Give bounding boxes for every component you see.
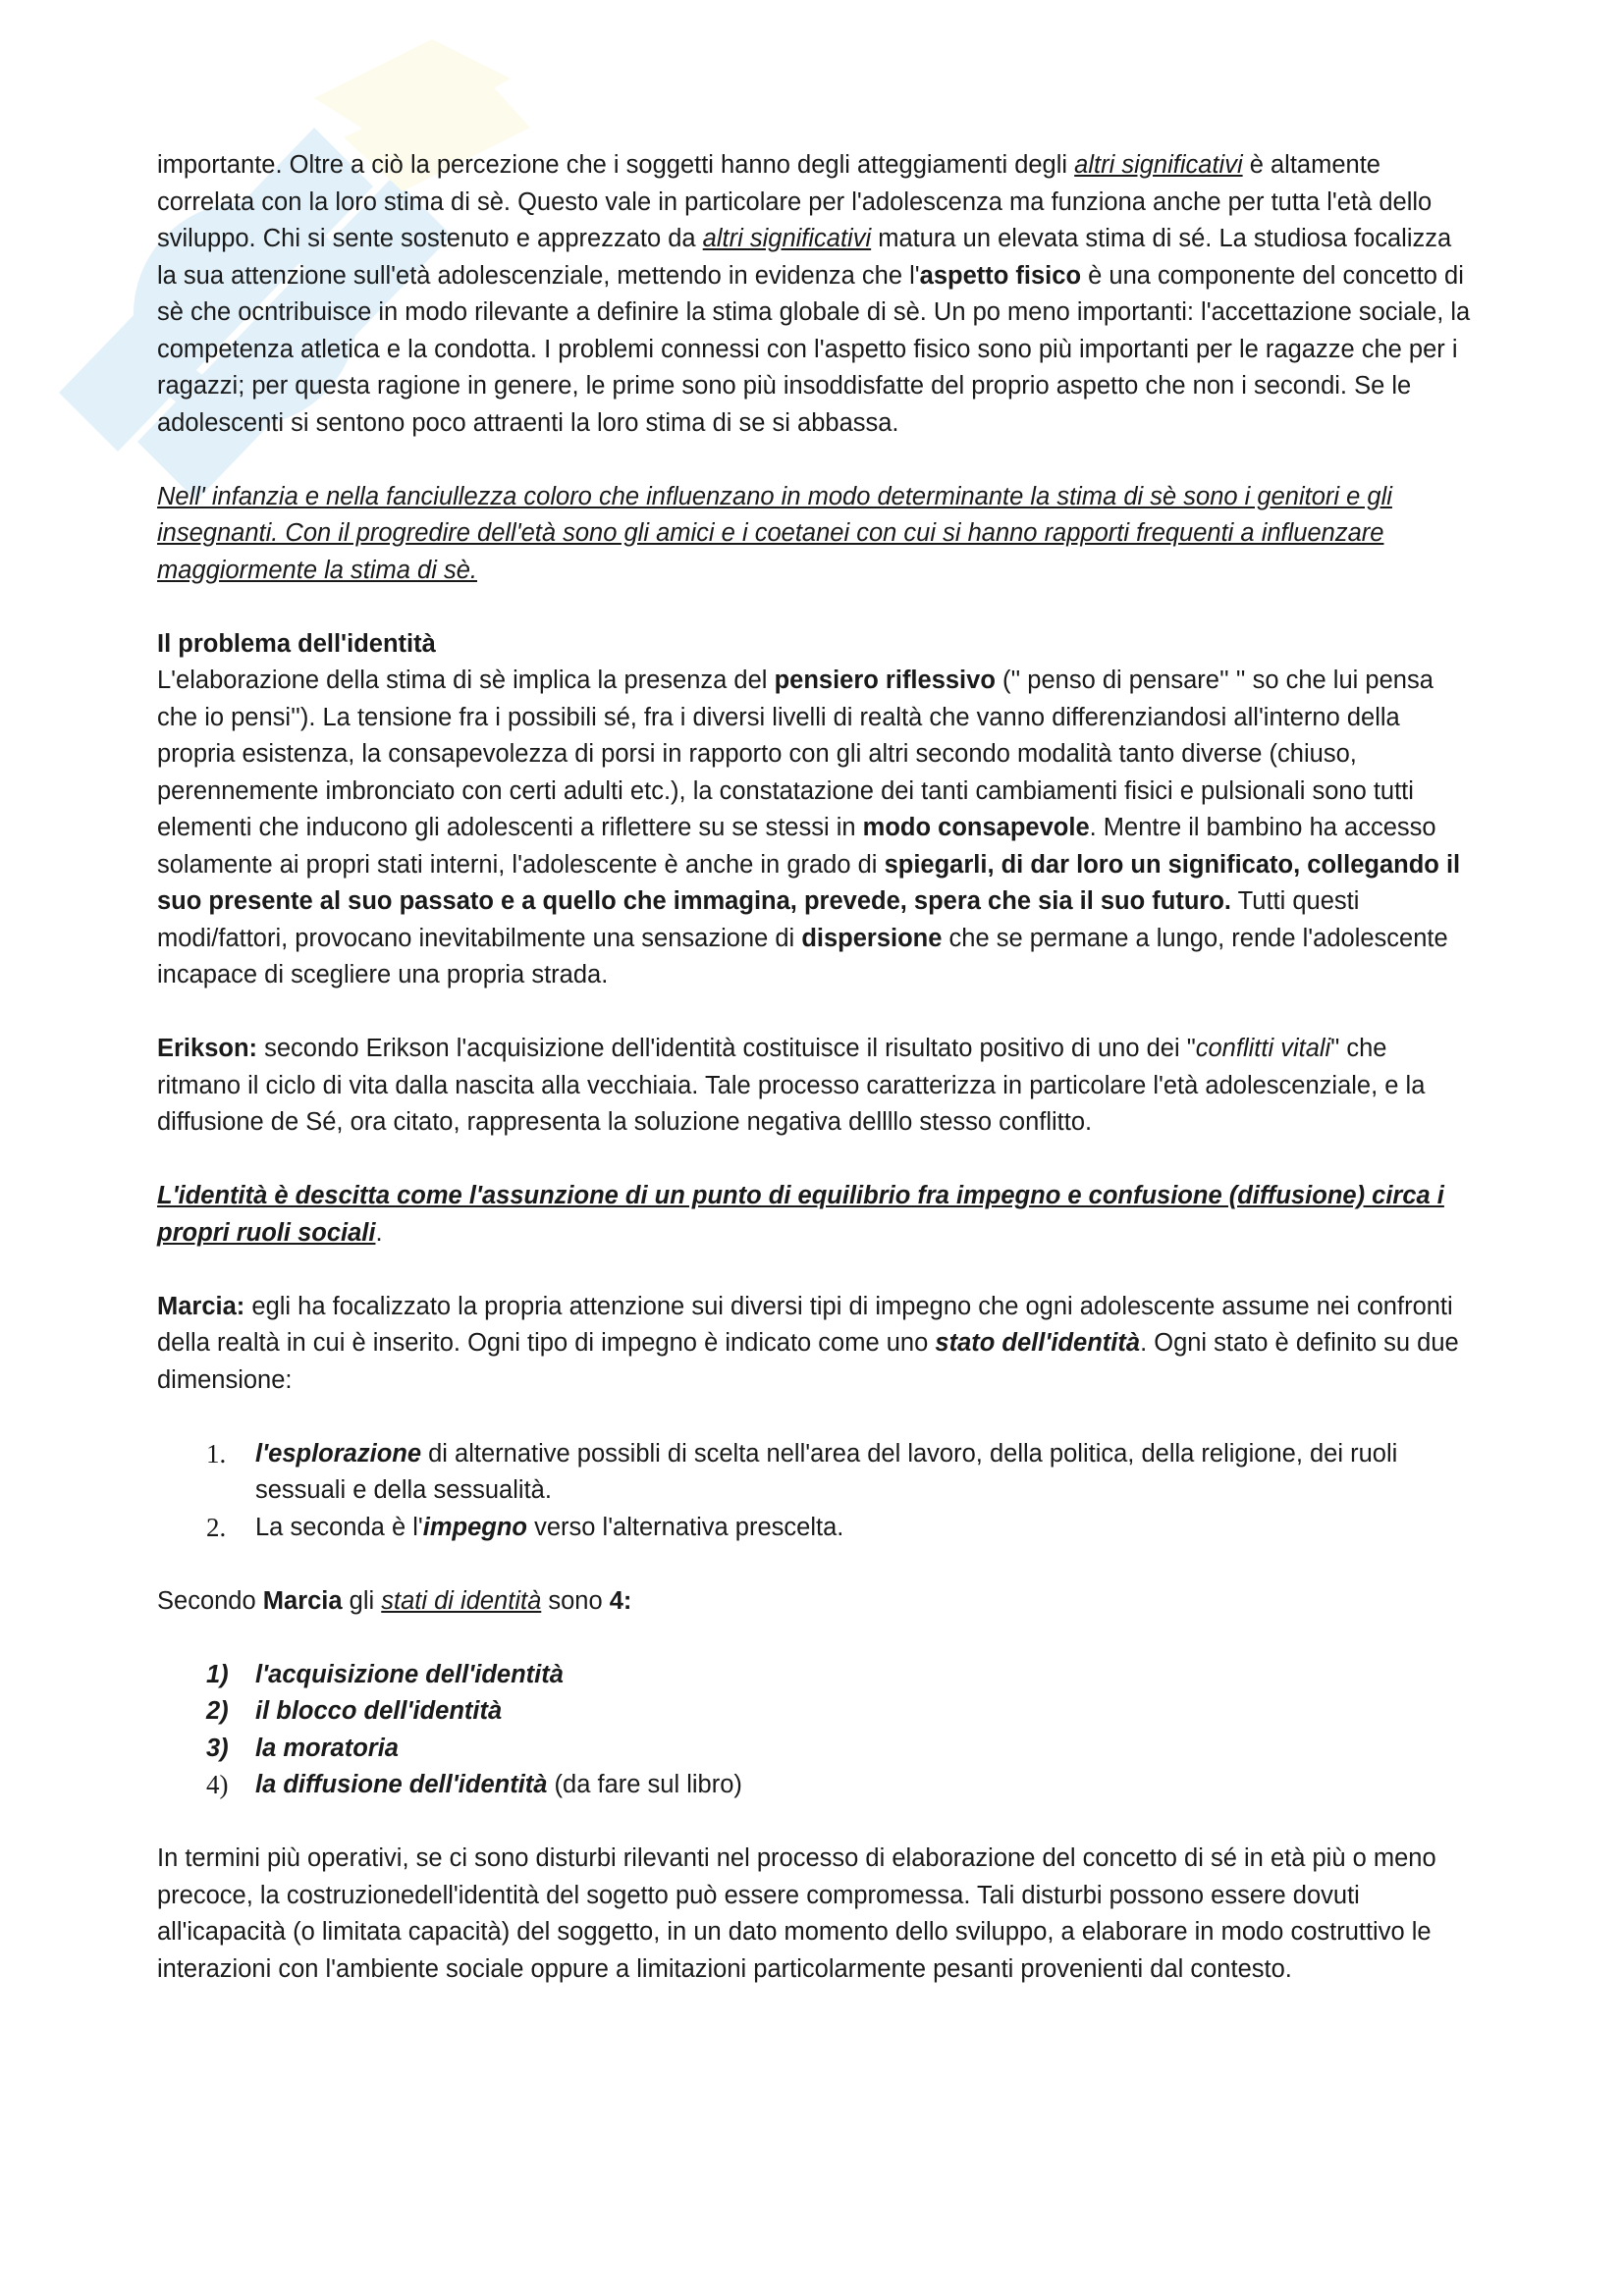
dimensions-list [157, 1436, 1473, 1547]
paragraph-marcia: Marcia: egli ha focalizzato la propria attenzione sui diversi tipi di impegno che ogni adolescente assume nei confronti della realtà in cui è inserito. Ogni tipo di impegno è indicato come uno stato dell'identità. Ogni stato è definito su due dimensione: [157, 1292, 1459, 1394]
paragraph-identity-definition: L'identità è descitta come l'assunzione di un punto di equilibrio fra impegno e confusione (diffusione) circa i propri ruoli sociali. [157, 1182, 1444, 1247]
section-heading: Il problema dell'identità [157, 629, 436, 658]
list-item: 4) la diffusione dell'identità (da fare sul libro) [206, 1770, 742, 1799]
term-altri-significativi: altri significativi [1074, 151, 1243, 179]
paragraph-states-intro: Secondo Marcia gli stati di identità sono 4: [157, 1586, 632, 1615]
term-conflitti-vitali: conflitti vitali [1195, 1035, 1331, 1062]
term-stati-di-identita: stati di identità [381, 1586, 542, 1615]
term-aspetto-fisico: aspetto fisico [919, 261, 1082, 290]
term-marcia: Marcia: [157, 1292, 245, 1320]
list-item: 2. La seconda è l'impegno verso l'alternativa prescelta. [206, 1512, 844, 1542]
term-erikson: Erikson: [157, 1035, 258, 1062]
term-spiegarli: spiegarli, di dar loro un significato, collegando il suo presente al suo passato e a quello che immagina, prevede, spera che sia il suo futuro. [157, 850, 1461, 915]
identity-states-list [157, 1657, 1473, 1804]
list-item: 1) l'acquisizione dell'identità [206, 1660, 564, 1688]
paragraph-self-esteem: importante. Oltre a ciò la percezione che i soggetti hanno degli atteggiamenti degli altri significativi è altamente correlata con la loro stima di sè. Questo vale in particolare per l'adolescenza ma funziona anche per tutta l'età dello sviluppo. Chi si sente sostenuto e apprezzato da altri significativi matura un elevata stima di sé. La studiosa focalizza la sua attenzione sull'età adolescenziale, mettendo in evidenza che l'aspetto fisico è una componente del concetto di sè che ocntribuisce in modo rilevante a definire la stima globale di sè. Un po meno importanti: l'accettazione sociale, la competenza atletica e la condotta. I problemi connessi con l'aspetto fisico sono più importanti per le ragazze che per i ragazzi; per questa ragione in genere, le prime sono più insoddisfatte del proprio aspetto che non i secondi. Se le adolescenti si sentono poco attraenti la loro stima di se si abbassa. [157, 151, 1471, 437]
term-dispersione: dispersione [801, 924, 943, 952]
term-stato-identita: stato dell'identità [935, 1329, 1141, 1357]
paragraph-conclusion: In termini più operativi, se ci sono disturbi rilevanti nel processo di elaborazione del concetto di sé in età più o meno precoce, la costruzionedell'identità del sogetto può essere compromessa. Tali disturbi possono essere dovuti all'icapacità (o limitata capacità) del soggetto, in un dato momento dello sviluppo, a elaborare in modo costruttivo le interazioni con l'ambiente sociale oppure a limitazioni particolarmente pesanti provenienti dal contesto. [157, 1844, 1436, 1983]
term-altri-significativi-2: altri significativi [702, 225, 872, 252]
list-item: 3) la moratoria [206, 1734, 399, 1762]
list-item: 2) il blocco dell'identità [206, 1697, 503, 1725]
paragraph-erikson: Erikson: secondo Erikson l'acquisizione dell'identità costituisce il risultato positivo di uno dei "conflitti vitali" che ritmano il ciclo di vita dalla nascita alla vecchiaia. Tale processo caratterizza in particolare l'età adolescenziale, e la diffusione de Sé, ora citato, rappresenta la soluzione negativa dellllo stesso conflitto. [157, 1035, 1426, 1136]
list-item: 1. l'esplorazione di alternative possibli di scelta nell'area del lavoro, della politica, della religione, dei ruoli sessuali e della sessualità. [206, 1438, 1398, 1504]
term-pensiero-riflessivo: pensiero riflessivo [774, 667, 996, 694]
paragraph-influences: Nell' infanzia e nella fanciullezza coloro che influenzano in modo determinante la stima di sè sono i genitori e gli insegnanti. Con il progredire dell'età sono gli amici e i coetanei con cui si hanno rapporti frequenti a influenzare maggiormente la stima di sè. [157, 482, 1392, 584]
document-body [157, 147, 1473, 2025]
term-modo-consapevole: modo consapevole [862, 814, 1090, 841]
paragraph-identity-problem: L'elaborazione della stima di sè implica la presenza del pensiero riflessivo ('' penso di pensare'' '' so che lui pensa che io pensi''). La tensione fra i possibili sé, fra i diversi livelli di realtà che vanno differenziandosi all'interno della propria esistenza, la consapevolezza di porsi in rapporto con gli altri secondo modalità tanto diverse (chiuso, perennemente imbronciato con certi adulti etc.), la constatazione dei tanti cambiamenti fisici e pulsionali sono tutti elementi che inducono gli adolescenti a riflettere su se stessi in modo consapevole. Mentre il bambino ha accesso solamente ai propri stati interni, l'adolescente è anche in grado di spiegarli, di dar loro un significato, collegando il suo presente al suo passato e a quello che immagina, prevede, spera che sia il suo futuro. Tutti questi modi/fattori, provocano inevitabilmente una sensazione di dispersione che se permane a lungo, rende l'adolescente incapace di scegliere una propria strada. [157, 667, 1461, 988]
